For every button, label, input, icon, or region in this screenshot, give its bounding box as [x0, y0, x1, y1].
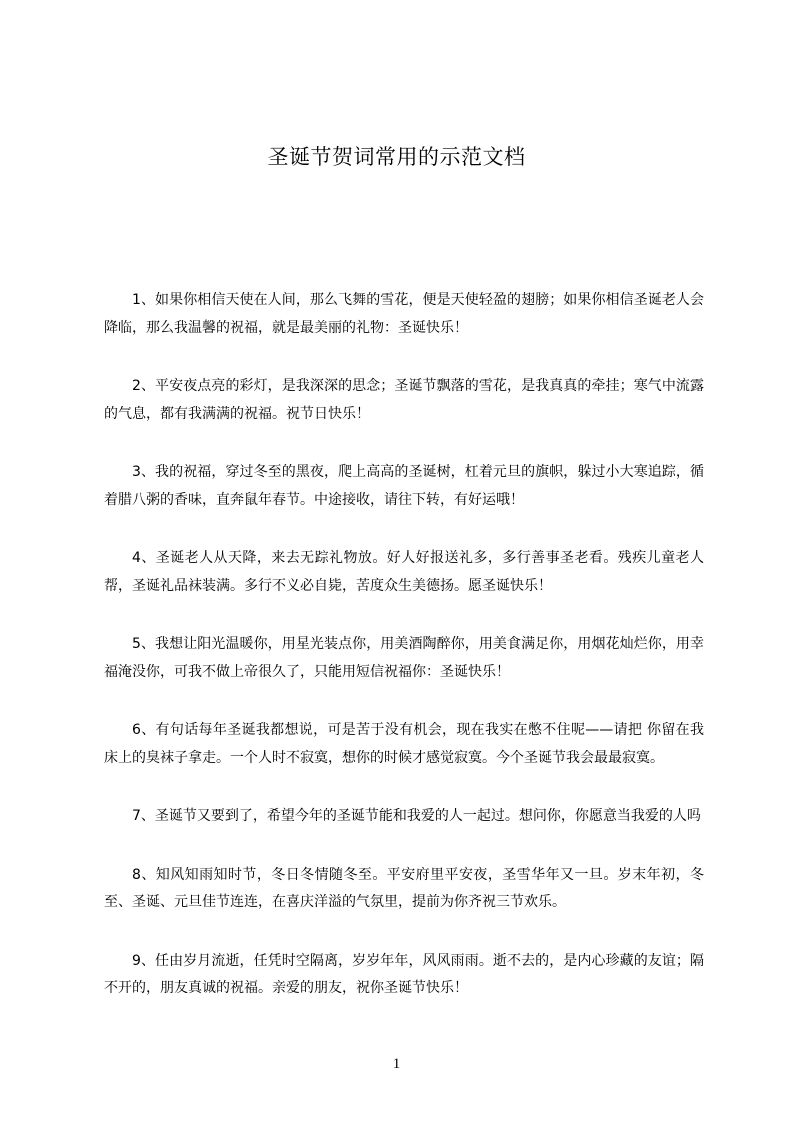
paragraph-2: 2、平安夜点亮的彩灯，是我深深的思念；圣诞节飘落的雪花，是我真真的牵挂；寒气中流露的气息，都有我满满的祝福。祝节日快乐！	[104, 378, 704, 422]
document-title: 圣诞节贺词常用的示范文档	[267, 145, 526, 169]
paragraph-6: 6、有句话每年圣诞我都想说，可是苦于没有机会，现在我实在憋不住呢——请把 你留在我床上的臭袜子拿走。一个人时不寂寞，想你的时候才感觉寂寞。今个圣诞节我会最最寂寞。	[104, 722, 704, 766]
paragraph-3: 3、我的祝福，穿过冬至的黑夜，爬上高高的圣诞树，杠着元旦的旗帜，躲过小大寒追踪，循着腊八粥的香味，直奔鼠年春节。中途接收，请往下转，有好运哦！	[104, 464, 704, 508]
paragraph-7: 7、圣诞节又要到了，希望今年的圣诞节能和我爱的人一起过。想问你，你愿意当我爱的人吗	[132, 808, 701, 824]
paragraph-8: 8、知风知雨知时节，冬日冬情随冬至。平安府里平安夜，圣雪华年又一旦。岁末年初，冬至、圣诞、元旦佳节连连，在喜庆洋溢的气氛里，提前为你齐祝三节欢乐。	[104, 866, 704, 910]
page-number: 1	[392, 1056, 401, 1072]
paragraph-1: 1、如果你相信天使在人间，那么飞舞的雪花，便是天使轻盈的翅膀；如果你相信圣诞老人会降临，那么我温馨的祝福，就是最美丽的礼物：圣诞快乐！	[104, 292, 704, 336]
paragraph-4: 4、圣诞老人从天降，来去无踪礼物放。好人好报送礼多，多行善事圣老看。残疾儿童老人帮，圣诞礼品袜装满。多行不义必自毙，苦度众生美德扬。愿圣诞快乐！	[104, 550, 704, 594]
paragraph-5: 5、我想让阳光温暖你，用星光装点你，用美酒陶醉你，用美食满足你，用烟花灿烂你，用幸福淹没你，可我不做上帝很久了，只能用短信祝福你：圣诞快乐！	[104, 636, 704, 680]
paragraph-9: 9、任由岁月流逝，任凭时空隔离，岁岁年年，风风雨雨。逝不去的，是内心珍藏的友谊；隔不开的，朋友真诚的祝福。亲爱的朋友，祝你圣诞节快乐！	[104, 952, 704, 996]
paragraph-list	[104, 287, 704, 1034]
